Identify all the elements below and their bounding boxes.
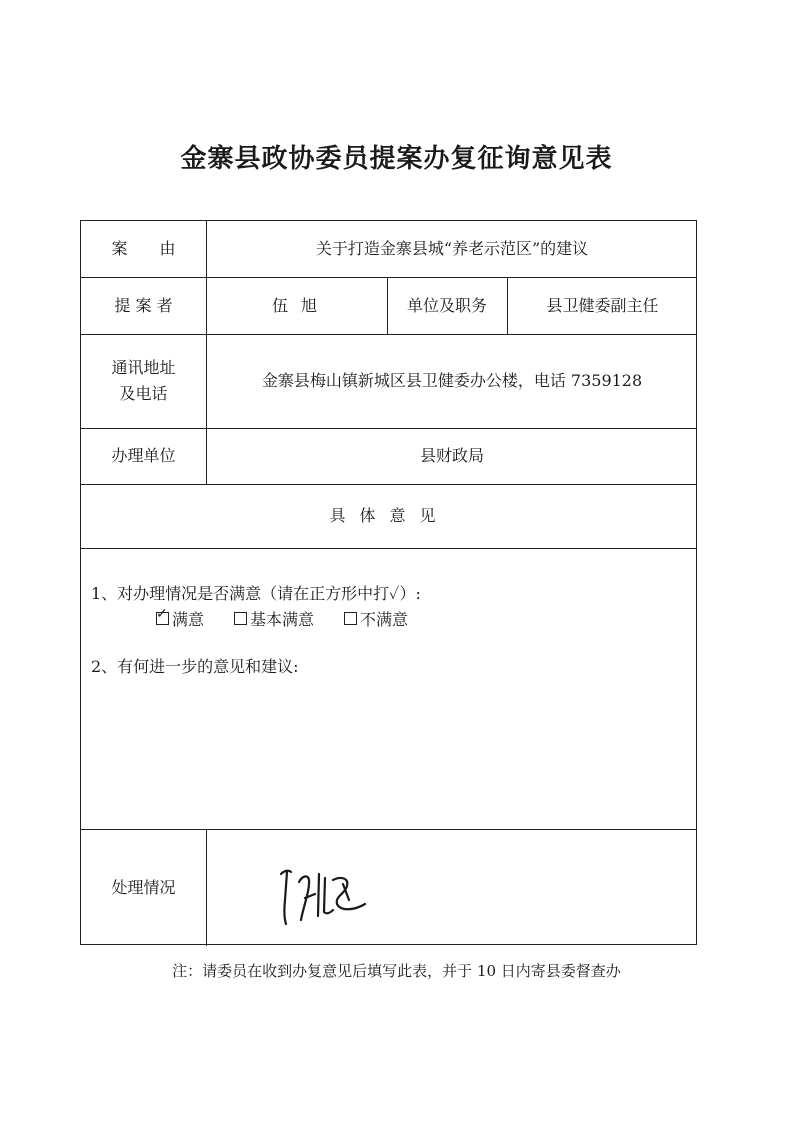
proposer-label: 提 案 者 — [114, 295, 173, 315]
row-divider — [81, 548, 696, 549]
proposer-value: 伍 旭 — [271, 295, 322, 315]
question-1: 1、对办理情况是否满意（请在正方形中打✓）: — [91, 584, 421, 603]
checkbox-icon[interactable] — [234, 612, 247, 625]
option-label: 满意 — [172, 610, 205, 629]
address-label: 通讯地址 及电话 — [111, 358, 176, 403]
column-divider — [206, 829, 207, 946]
handwritten-signature — [275, 860, 375, 930]
handler-label: 办理单位 — [111, 446, 176, 465]
opinion-header: 具体意见 — [329, 506, 450, 525]
reason-label: 案 由 — [111, 239, 176, 258]
page-title: 金寨县政协委员提案办复征询意见表 — [180, 144, 613, 174]
question-2: 2、有何进一步的意见和建议: — [91, 657, 299, 676]
handler-value: 县财政局 — [419, 446, 484, 465]
address-value: 金寨县梅山镇新城区县卫健委办公楼，电话 7359128 — [261, 371, 643, 390]
unit-value: 县卫健委副主任 — [546, 295, 659, 315]
option-basically-satisfied[interactable] — [234, 607, 314, 630]
checkbox-checked-icon[interactable] — [156, 612, 169, 625]
option-satisfied[interactable] — [156, 607, 204, 630]
feedback-form — [80, 220, 697, 945]
option-label: 不满意 — [360, 610, 409, 629]
unit-label: 单位及职务 — [406, 295, 487, 315]
option-label: 基本满意 — [250, 610, 315, 629]
reason-value: 关于打造金寨县城“养老示范区”的建议 — [315, 239, 589, 258]
footnote: 注：请委员在收到办复意见后填写此表，并于 10 日内寄县委督查办 — [172, 962, 621, 980]
process-label: 处理情况 — [111, 877, 176, 897]
checkbox-icon[interactable] — [344, 612, 357, 625]
option-unsatisfied[interactable] — [344, 607, 408, 630]
satisfaction-options — [156, 607, 408, 630]
